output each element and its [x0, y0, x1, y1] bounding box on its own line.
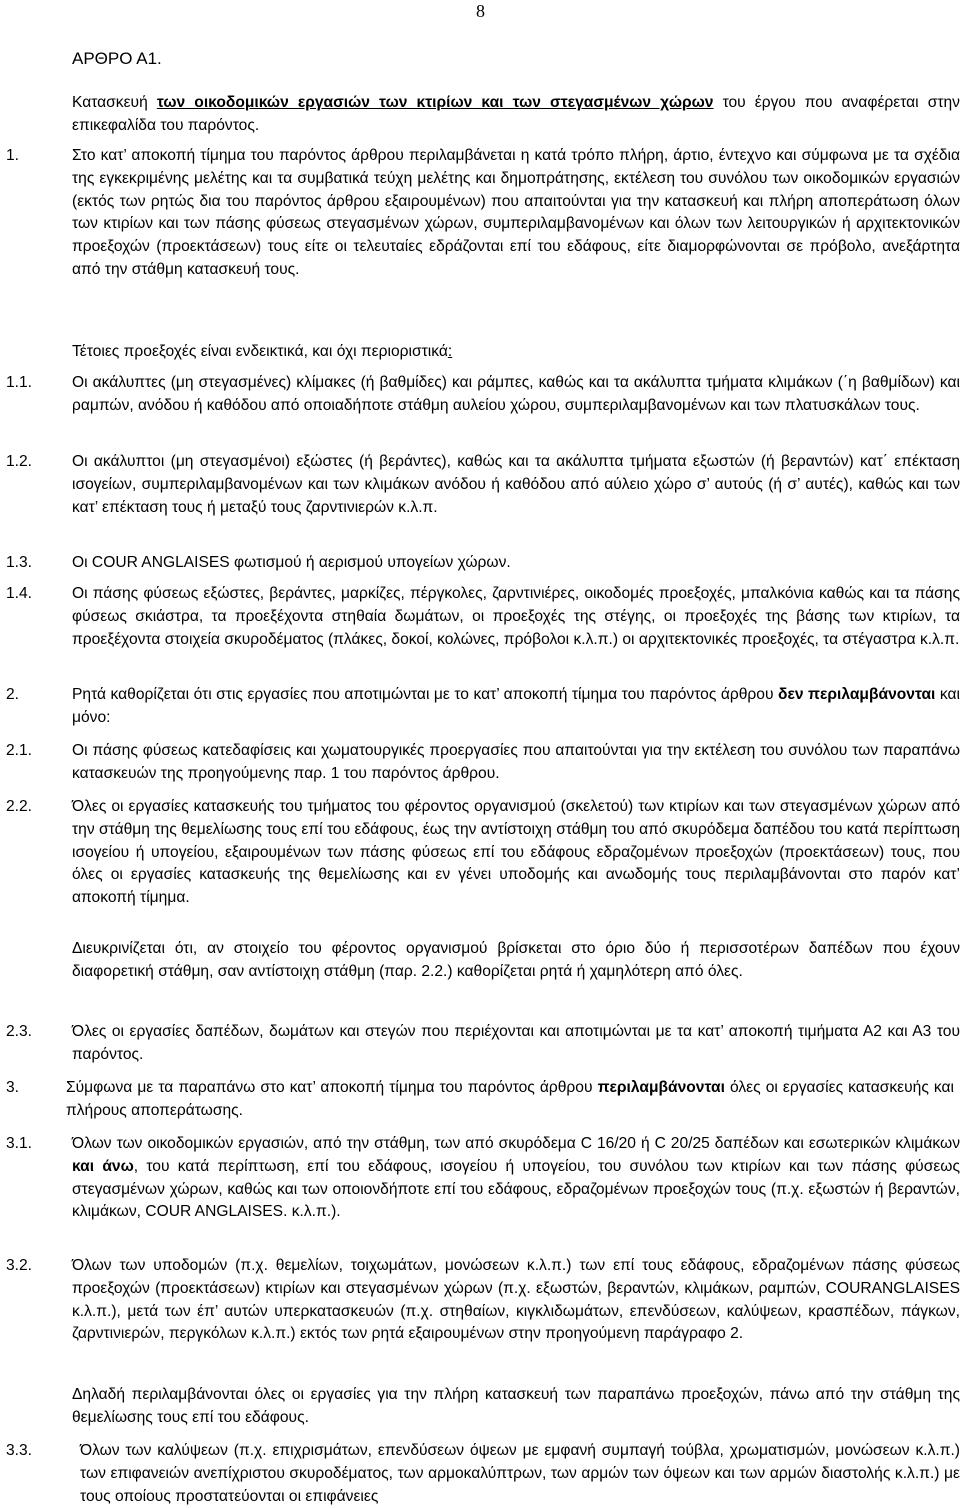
item-number: 3.2. [6, 1257, 33, 1274]
item-text: Στο κατ’ αποκοπή τίμημα του παρόντος άρθρου περιλαμβάνεται η κατά τρόπο πλήρη, άρτιο, έντεχνο και σύμφωνα με τα σχέδια της εγκεκριμένης μελέτης και τα συμβατικά τεύχη μελέτης και δημοπράτησης, εκτέλεση του συνόλου των οικοδομικών εργασιών (εκτός των ρητώς δια του παρόντος άρθρου εξαιρουμένων) που απαιτούνται για την κατασκευή και πλήρη αποπεράτωση όλων των κτιρίων και των πάσης φύσεως στεγασμένων χώρων, συμπεριλαμβανομένων και όλων των λειτουργικών ή αρχιτεκτονικών προεξοχών (προεκτάσεων) τους είτε οι τελευταίες εδράζονται επί του εδάφους, είτε διαμορφώνονται σε πρόβολο, ανεξάρτητα από την στάθμη κατασκευή τους. [72, 147, 960, 278]
item-number: 1. [6, 147, 20, 164]
note-paragraph [72, 341, 960, 364]
note-text: Τέτοιες προεξοχές είναι ενδεικτικά, και όχι περιοριστικά [72, 343, 448, 360]
article-title: ΑΡΘΡΟ Α1. [72, 49, 162, 68]
item-text: Οι πάσης φύσεως εξώστες, βεράντες, μαρκίζες, πέργκολες, ζαρντινιέρες, οικοδομές προεξοχές, μπαλκόνια καθώς και τα πάσης φύσεως σκιάστρα, τα προεξέχοντα στηθαία δωμάτων, οι προεξοχές της στέγης, οι προεξοχές της βάσης των κτιρίων, τα προεξέχοντα στοιχεία σκυροδέματος (πλάκες, δοκοί, κολώνες, πρόβολοι κ.λ.π.) οι αρχιτεκτονικές προεξοχές, τα στέγαστρα κ.λ.π. [72, 585, 960, 648]
item-text: Οι COUR ANGLAISES φωτισμού ή αερισμού υπογείων χώρων. [72, 554, 511, 571]
item-text: Οι ακάλυπτες (μη στεγασμένες) κλίμακες (ή βαθμίδες) και ράμπες, καθώς και τα ακάλυπτα τμήματα κλιμάκων (΄η βαθμίδων) και ραμπών, ανόδου ή καθόδου από οποιαδήποτε στάθμη αυλείου χώρου, συμπεριλαμβανομένων και των πλατυσκάλων τους. [72, 374, 960, 414]
intro-pre: Κατασκευή [72, 94, 157, 111]
item-number: 3.3. [6, 1442, 33, 1459]
item-text-pre: Σύμφωνα με τα παραπάνω στο κατ’ αποκοπή τίμημα του παρόντος άρθρου [66, 1079, 598, 1096]
item-number: 2.1. [6, 742, 33, 759]
item-text [72, 1133, 960, 1224]
item-number: 1.3. [6, 554, 33, 571]
intro-underlined: των οικοδομικών εργασιών των κτιρίων και των στεγασμένων χώρων [156, 94, 714, 111]
item-text-post: και μόνο: [72, 686, 960, 726]
item-text: Οι πάσης φύσεως κατεδαφίσεις και χωματουργικές προεργασίες που απαιτούνται για την εκτέλεση του συνόλου των παραπάνω κατασκευών της προηγούμενης παρ. 1 του παρόντος άρθρου. [72, 742, 960, 782]
item-number: 2. [6, 686, 20, 703]
item-text-bold: περιλαμβάνονται [597, 1079, 725, 1096]
item-number: 3.1. [6, 1135, 33, 1152]
summary-paragraph: Δηλαδή περιλαμβάνονται όλες οι εργασίες για την πλήρη κατασκευή των παραπάνω προεξοχών, πάνω από την στάθμη της θεμελίωσης τους επί του εδάφους. [72, 1386, 960, 1426]
item-text: Όλες οι εργασίες κατασκευής του τμήματος του φέροντος οργανισμού (σκελετού) των κτιρίων και των στεγασμένων χώρων από την στάθμη της θεμελίωσης τους επί του εδάφους, έως την αντίστοιχη στάθμη του από σκυρόδεμα δαπέδου του κατά περίπτωση ισογείου ή υπογείου, εξαιρουμένων των πάσης φύσεως επί του εδάφους εδραζομένων προεξοχών (προεκτάσεων) τους, που όλες οι εργασίες κατασκευής της θεμελίωσης και εν γένει υποδομής και ανωδομής τους περιλαμβάνονται στο παρόν κατ’ αποκοπή τίμημα. [72, 798, 960, 907]
item-number: 2.2. [6, 798, 33, 815]
note-underlined: : [447, 343, 453, 360]
item-text: Όλες οι εργασίες δαπέδων, δωμάτων και στεγών που περιέχονται και αποτιμώνται με τα κατ’ αποκοπή τιμήματα Α2 και Α3 του παρόντος. [72, 1023, 960, 1063]
item-text [72, 684, 960, 730]
item-number: 2.3. [6, 1023, 33, 1040]
item-text-pre: Όλων των οικοδομικών εργασιών, από την στάθμη, των από σκυρόδεμα C 16/20 ή C 20/25 δαπέδων και εσωτερικών κλιμάκων [72, 1135, 960, 1152]
item-text: Όλων των καλύψεων (π.χ. επιχρισμάτων, επενδύσεων όψεων με εμφανή συμπαγή τούβλα, χρωματισμών, μονώσεων κ.λ.π.) των επιφανειών ανεπίχριστου σκυροδέματος, των αρμοκαλύπτρων, των αρμών των όψεων και των αρμών διαστολής κ.λ.π.) με τους οποίους προστατεύονται οι επιφάνειες [80, 1442, 960, 1505]
clarification-paragraph: Διευκρινίζεται ότι, αν στοιχείο του φέροντος οργανισμού βρίσκεται στο όριο δύο ή περισσοτέρων δαπέδων που έχουν διαφορετική στάθμη, σαν αντίστοιχη στάθμη (παρ. 2.2.) καθορίζεται ρητά ή χαμηλότερη από όλες. [72, 940, 960, 980]
item-text: Οι ακάλυπτοι (μη στεγασμένοι) εξώστες (ή βεράντες), καθώς και τα ακάλυπτα τμήματα εξωστών (ή βεραντών) κατ΄ επέκταση ισογείων, συμπεριλαμβανομένων και των κλιμάκων ανόδου ή καθόδου από αύλειο χώρο σ’ αυτούς (ή σ’ αυτές), καθώς και των κατ’ επέκταση τους ή μεταξύ τους ζαρντινιερών κ.λ.π. [72, 453, 960, 516]
item-text-post: όλες οι εργασίες κατασκευής και πλήρους αποπεράτωσης. [66, 1079, 954, 1119]
page-number: 8 [476, 1, 485, 21]
item-number: 1.4. [6, 585, 33, 602]
intro-paragraph [72, 92, 960, 138]
item-text: Όλων των υποδομών (π.χ. θεμελίων, τοιχωμάτων, μονώσεων κ.λ.π.) των επί τους εδάφους, εδραζομένων πάσης φύσεως προεξοχών (προεκτάσεων) κτιρίων και στεγασμένων χώρων (π.χ. εξωστών, βεραντών, κλιμάκων, ραμπών, COURANGLAISES κ.λ.π.), μετά των έπ’ αυτών υπερκατασκευών (π.χ. στηθαίων, κιγκλιδωμάτων, επενδύσεων, καλύψεων, κρασπέδων, πάγκων, ζαρντινιερών, περγκόλων κ.λ.π.) εκτός των ρητά εξαιρουμένων στην προηγούμενη παράγραφο 2. [72, 1257, 960, 1343]
item-number: 1.1. [6, 374, 33, 391]
item-number: 1.2. [6, 453, 33, 470]
item-text-bold: δεν περιλαμβάνονται [778, 686, 936, 703]
item-text-post: , του κατά περίπτωση, επί του εδάφους, ισογείου ή υπογείου, του συνόλου των κτιρίων και των πάσης φύσεως στεγασμένων χώρων, καθώς και των οποιονδήποτε επί του εδάφους, εδραζομένων προεξοχών τους (π.χ. εξωστών ή βεραντών, κλιμάκων, COUR ANGLAISES. κ.λ.π.). [72, 1157, 960, 1221]
item-text-bold: και άνω [72, 1157, 134, 1175]
intro-post: του έργου που αναφέρεται στην επικεφαλίδα του παρόντος. [72, 94, 960, 134]
item-text [66, 1077, 954, 1123]
item-number: 3. [6, 1079, 20, 1096]
item-text-pre: Ρητά καθορίζεται ότι στις εργασίες που αποτιμώνται με το κατ’ αποκοπή τίμημα του παρόντος άρθρου [72, 686, 778, 703]
